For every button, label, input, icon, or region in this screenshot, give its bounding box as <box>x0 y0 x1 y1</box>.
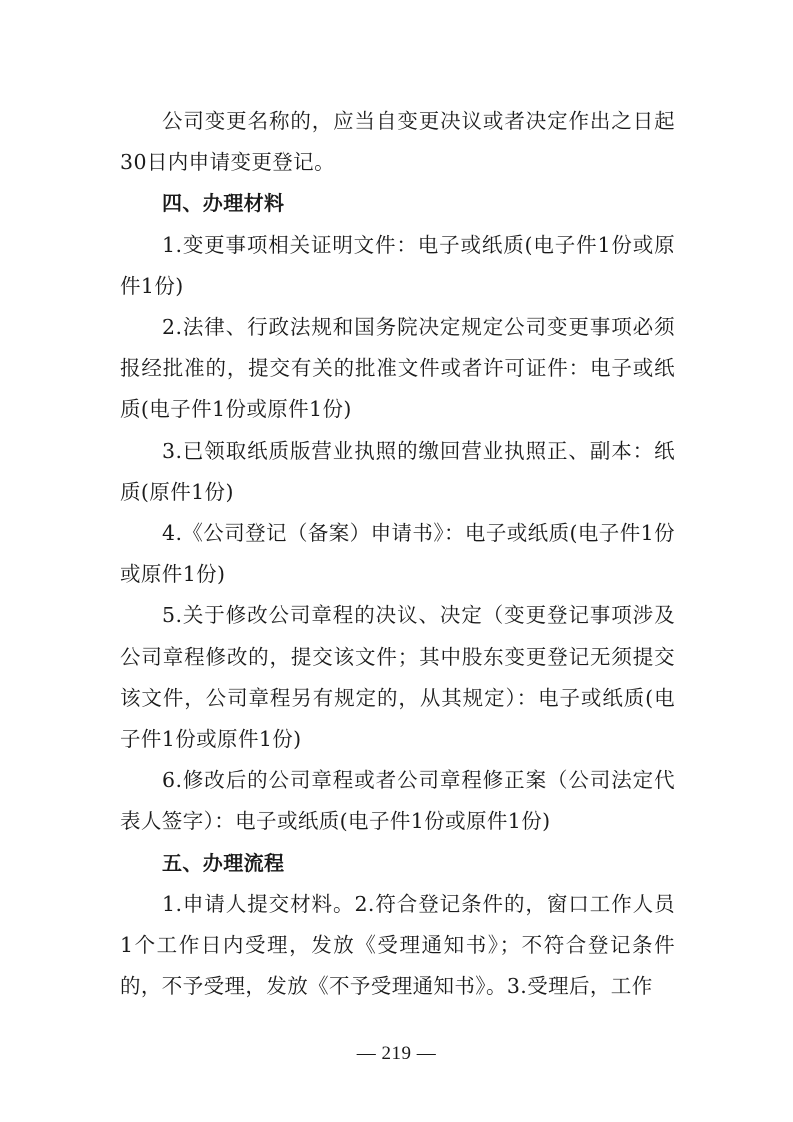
section-heading-materials: 四、办理材料 <box>162 191 285 216</box>
process-paragraph: 1.申请人提交材料。2.符合登记条件的，窗口工作人员1个工作日内受理，发放《受理通知书》；不符合登记条件的，不予受理，发放《不予受理通知书》。3.受理后，工作 <box>120 891 675 999</box>
paragraph-name-change-deadline: 公司变更名称的，应当自变更决议或者决定作出之日起30日内申请变更登记。 <box>120 109 675 175</box>
section-heading-process: 五、办理流程 <box>162 850 285 875</box>
document-body <box>120 101 675 1007</box>
page-number: — 219 — <box>356 1043 437 1064</box>
material-item-3: 3.已领取纸质版营业执照的缴回营业执照正、副本：纸质(原件1份) <box>120 438 675 504</box>
material-item-2: 2.法律、行政法规和国务院决定规定公司变更事项必须报经批准的，提交有关的批准文件或者许可证件：电子或纸质(电子件1份或原件1份) <box>120 315 675 422</box>
material-item-1: 1.变更事项相关证明文件：电子或纸质(电子件1份或原件1份) <box>120 232 675 298</box>
material-item-4: 4.《公司登记（备案）申请书》：电子或纸质(电子件1份或原件1份) <box>120 521 675 587</box>
material-item-6: 6.修改后的公司章程或者公司章程修正案（公司法定代表人签字）：电子或纸质(电子件1份或原件1份) <box>120 768 675 834</box>
material-item-5: 5.关于修改公司章程的决议、决定（变更登记事项涉及公司章程修改的，提交该文件；其中股东变更登记无须提交该文件，公司章程另有规定的，从其规定）：电子或纸质(电子件1份或原件1份) <box>120 603 675 752</box>
